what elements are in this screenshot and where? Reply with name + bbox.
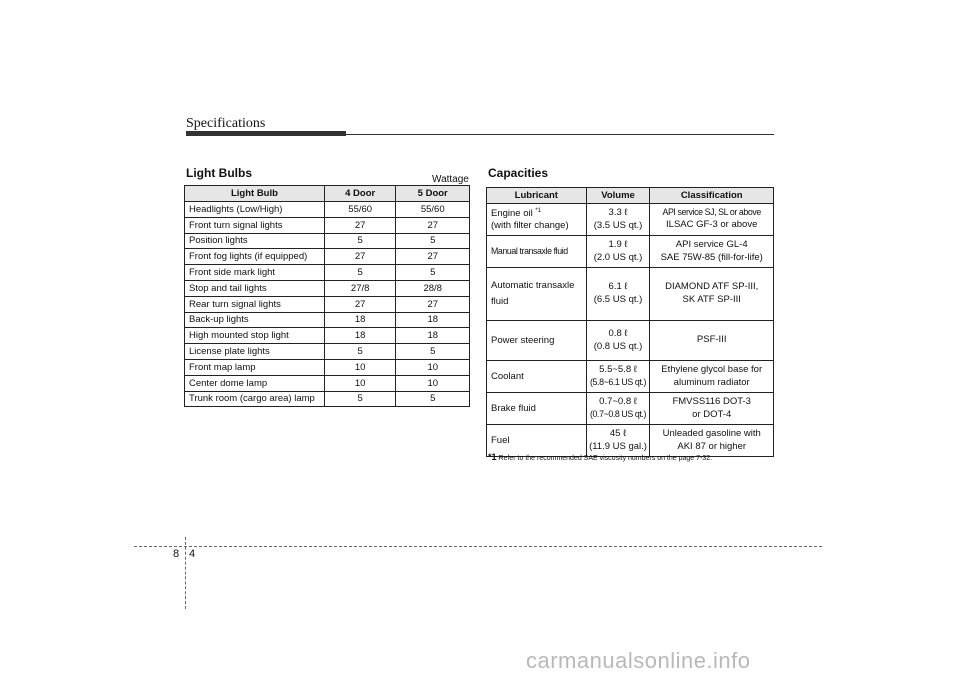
- four-door-wattage: 5: [324, 265, 396, 281]
- table-row: [185, 233, 470, 249]
- volume-metric: 0.8 ℓ: [608, 327, 628, 339]
- table-row: [185, 359, 470, 375]
- table-row: [185, 265, 470, 281]
- capacities-title: Capacities: [488, 166, 549, 180]
- five-door-wattage: 5: [396, 391, 470, 407]
- page-number: 4: [189, 548, 196, 560]
- classification-line: AKI 87 or higher: [677, 440, 747, 452]
- classification-line: API service GL-4: [675, 238, 748, 250]
- bulb-name: Front fog lights (if equipped): [185, 249, 325, 265]
- footnote-mark: *1: [488, 452, 497, 462]
- wattage-note: Wattage: [432, 174, 469, 185]
- footnote: [488, 452, 712, 462]
- lubricant-name: Automatic transaxle: [491, 279, 575, 291]
- four-door-wattage: 27: [324, 249, 396, 265]
- volume-us: (3.5 US qt.): [593, 219, 643, 231]
- volume-us: (2.0 US qt.): [593, 251, 643, 263]
- column-header: 4 Door: [324, 186, 396, 202]
- four-door-wattage: 27/8: [324, 280, 396, 296]
- classification-cell: [650, 361, 774, 393]
- classification-cell: [650, 204, 774, 236]
- five-door-wattage: 28/8: [396, 280, 470, 296]
- bulb-name: Headlights (Low/High): [185, 202, 325, 218]
- volume-us: (6.5 US qt.): [593, 294, 643, 305]
- four-door-wattage: 10: [324, 375, 396, 391]
- table-row: [487, 361, 774, 393]
- four-door-wattage: 27: [324, 217, 396, 233]
- lubricant-name-detail: (with filter change): [491, 219, 569, 231]
- four-door-wattage: 5: [324, 233, 396, 249]
- five-door-wattage: 27: [396, 217, 470, 233]
- table-row: [185, 344, 470, 360]
- classification-line: aluminum radiator: [673, 376, 750, 388]
- column-header: Light Bulb: [185, 186, 325, 202]
- lubricant-name: Manual transaxle fluid: [491, 246, 568, 256]
- bulb-name: Position lights: [185, 233, 325, 249]
- light-bulbs-title: Light Bulbs: [186, 166, 252, 180]
- lubricant-name-detail: fluid: [491, 296, 509, 307]
- lubricant-name: Engine oil: [491, 207, 533, 219]
- classification-line: API service SJ, SL or above: [662, 207, 761, 218]
- classification-cell: [650, 268, 774, 321]
- page-section-title: Specifications: [186, 116, 266, 131]
- volume-metric: 5.5~5.8 ℓ: [599, 364, 637, 376]
- bulb-name: Center dome lamp: [185, 375, 325, 391]
- footer-divider-vertical: [185, 537, 186, 609]
- column-header: Lubricant: [487, 188, 587, 204]
- five-door-wattage: 10: [396, 375, 470, 391]
- classification-line: or DOT-4: [692, 408, 732, 420]
- five-door-wattage: 10: [396, 359, 470, 375]
- classification-line: Ethylene glycol base for: [661, 363, 763, 375]
- volume-cell: [586, 393, 650, 425]
- volume-us: (5.8~6.1 US qt.): [590, 376, 646, 387]
- five-door-wattage: 27: [396, 249, 470, 265]
- lubricant-cell: [487, 321, 587, 361]
- bulb-name: License plate lights: [185, 344, 325, 360]
- volume-us: (11.9 US gal.): [589, 440, 647, 452]
- classification-line: FMVSS116 DOT-3: [672, 395, 751, 407]
- four-door-wattage: 27: [324, 296, 396, 312]
- volume-metric: 1.9 ℓ: [608, 238, 628, 250]
- watermark: carmanualsonline.info: [526, 648, 751, 673]
- four-door-wattage: 5: [324, 344, 396, 360]
- lubricant-cell: [487, 268, 587, 321]
- five-door-wattage: 5: [396, 233, 470, 249]
- footer-divider: [134, 546, 822, 547]
- lubricant-cell: [487, 204, 587, 236]
- table-row: [185, 202, 470, 218]
- table-row: [487, 268, 774, 321]
- footnote-marker: *1: [535, 207, 542, 214]
- volume-cell: [586, 204, 650, 236]
- five-door-wattage: 5: [396, 265, 470, 281]
- table-row: [185, 391, 470, 407]
- table-header-row: [487, 188, 774, 204]
- bulb-name: Stop and tail lights: [185, 280, 325, 296]
- classification-cell: [650, 236, 774, 268]
- bulb-name: Front side mark light: [185, 265, 325, 281]
- bulb-name: Front map lamp: [185, 359, 325, 375]
- table-row: [487, 393, 774, 425]
- table-row: [487, 236, 774, 268]
- four-door-wattage: 18: [324, 312, 396, 328]
- classification-line: Unleaded gasoline with: [662, 427, 761, 439]
- lubricant-cell: [487, 236, 587, 268]
- five-door-wattage: 5: [396, 344, 470, 360]
- five-door-wattage: 55/60: [396, 202, 470, 218]
- four-door-wattage: 18: [324, 328, 396, 344]
- table-row: [487, 321, 774, 361]
- bulb-name: High mounted stop light: [185, 328, 325, 344]
- column-header: Classification: [650, 188, 774, 204]
- table-row: [185, 312, 470, 328]
- bulb-name: Trunk room (cargo area) lamp: [185, 391, 325, 407]
- volume-cell: [586, 236, 650, 268]
- table-row: [185, 375, 470, 391]
- volume-metric: 6.1 ℓ: [608, 281, 628, 293]
- four-door-wattage: 55/60: [324, 202, 396, 218]
- five-door-wattage: 18: [396, 328, 470, 344]
- bulb-name: Back-up lights: [185, 312, 325, 328]
- lubricant-cell: [487, 361, 587, 393]
- table-row: [185, 328, 470, 344]
- volume-cell: [586, 321, 650, 361]
- light-bulbs-table: [184, 185, 470, 407]
- bulb-name: Front turn signal lights: [185, 217, 325, 233]
- volume-cell: [586, 268, 650, 321]
- table-row: [185, 217, 470, 233]
- table-row: [185, 296, 470, 312]
- classification-cell: [650, 393, 774, 425]
- table-row: [185, 280, 470, 296]
- volume-metric: 45 ℓ: [609, 427, 627, 439]
- table-row: [487, 204, 774, 236]
- capacities-table: [486, 187, 774, 457]
- lubricant-name: Fuel: [491, 434, 510, 446]
- table-header-row: [185, 186, 470, 202]
- lubricant-name: Coolant: [491, 370, 524, 382]
- volume-us: (0.7~0.8 US qt.): [590, 408, 646, 419]
- four-door-wattage: 10: [324, 359, 396, 375]
- column-header: Volume: [586, 188, 650, 204]
- volume-metric: 0.7~0.8 ℓ: [599, 396, 637, 408]
- classification-line: DIAMOND ATF SP-III,: [665, 281, 759, 293]
- volume-us: (0.8 US qt.): [593, 340, 643, 352]
- classification-line: ILSAC GF-3 or above: [666, 219, 758, 231]
- classification-cell: [650, 321, 774, 361]
- header-rule-thick: [186, 131, 346, 136]
- classification-line: SAE 75W-85 (fill-for-life): [660, 251, 763, 263]
- column-header: 5 Door: [396, 186, 470, 202]
- lubricant-cell: [487, 393, 587, 425]
- classification-line: SK ATF SP-III: [682, 294, 741, 305]
- table-row: [185, 249, 470, 265]
- volume-cell: [586, 361, 650, 393]
- five-door-wattage: 27: [396, 296, 470, 312]
- lubricant-name: Power steering: [491, 334, 555, 346]
- lubricant-name: Brake fluid: [491, 402, 536, 414]
- header-rule-thin: [346, 134, 774, 135]
- five-door-wattage: 18: [396, 312, 470, 328]
- footnote-text: Refer to the recommended SAE viscosity numbers on the page 7-32.: [498, 455, 713, 462]
- volume-metric: 3.3 ℓ: [608, 206, 628, 218]
- bulb-name: Rear turn signal lights: [185, 296, 325, 312]
- four-door-wattage: 5: [324, 391, 396, 407]
- classification-line: PSF-III: [696, 334, 727, 346]
- chapter-number: 8: [173, 548, 180, 560]
